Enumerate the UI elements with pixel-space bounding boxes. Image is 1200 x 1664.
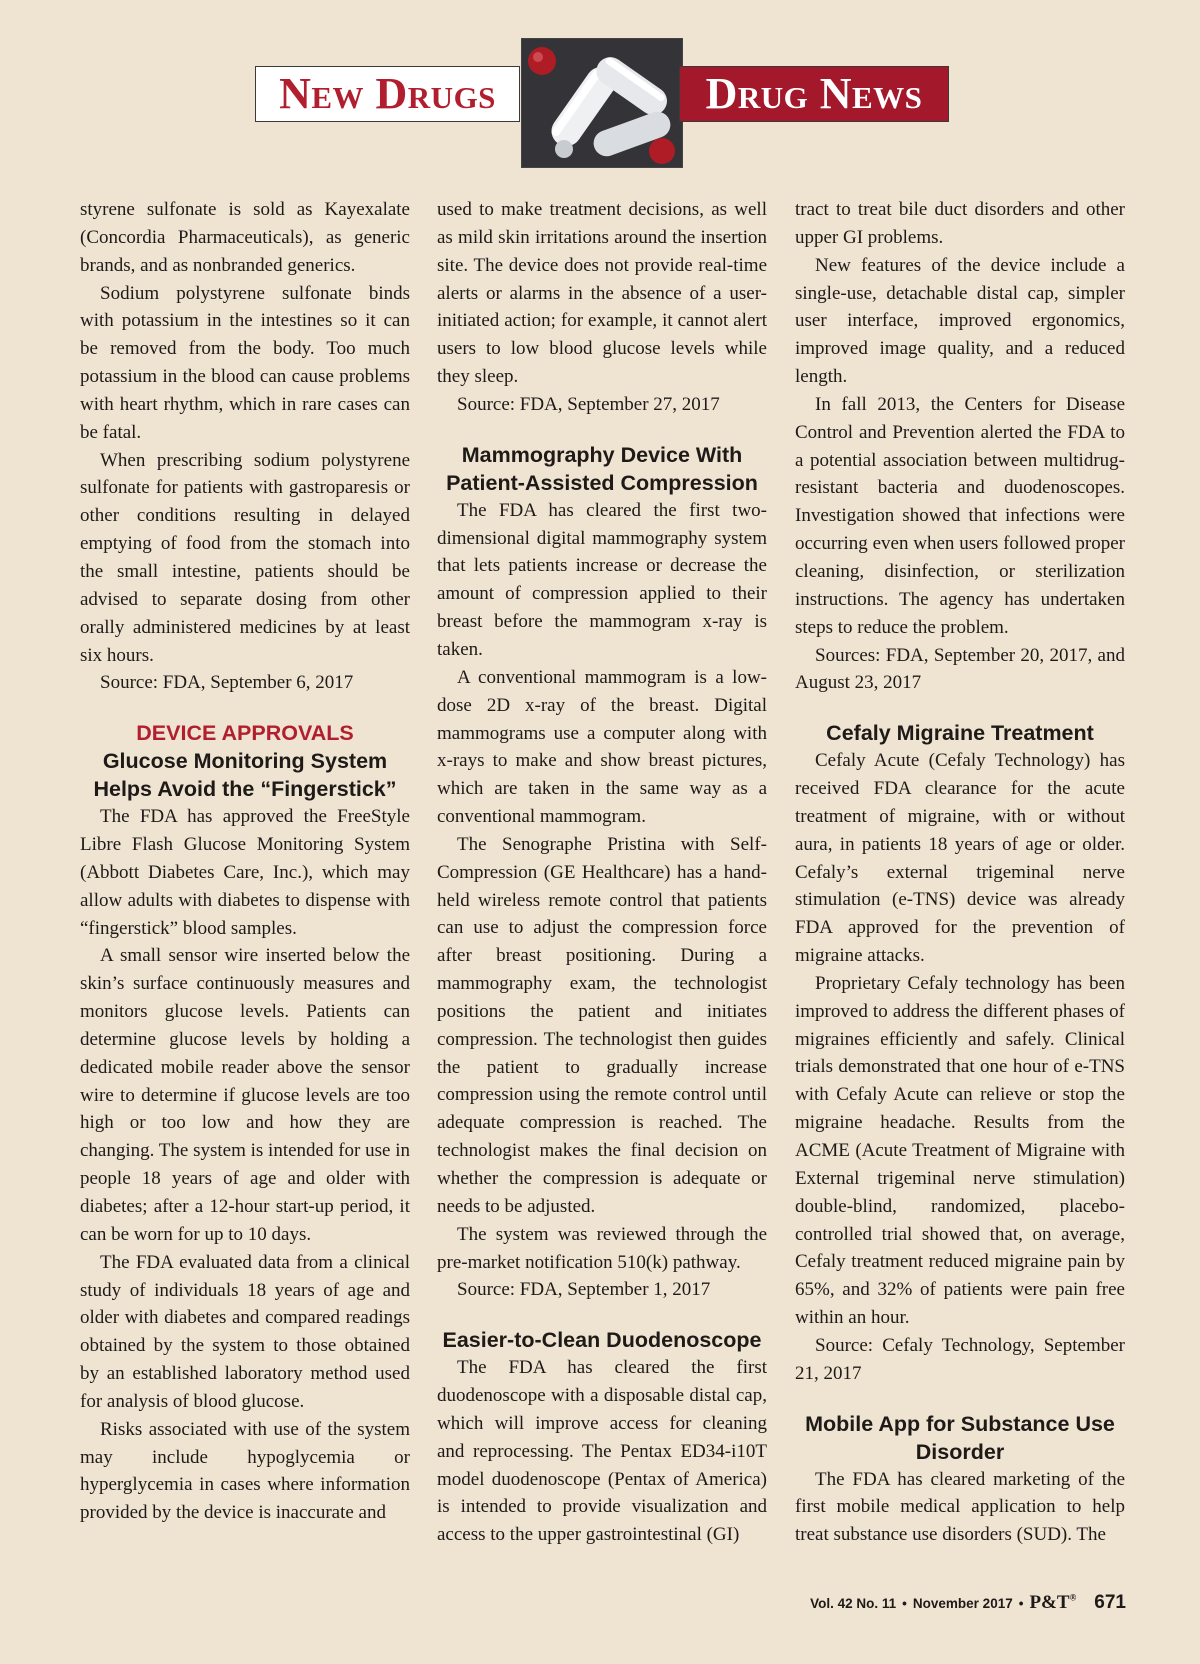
paragraph: Cefaly Acute (Cefaly Technology) has received FDA clearance for the acute treatment of migraine, with or without aura, in patients 18 years of age or older. Cefaly’s external trigeminal nerve stimulation (e-TNS) device was already FDA approved for the prevention of migraine attacks. — [795, 750, 1125, 967]
page-footer — [810, 1592, 1126, 1614]
source-line: Source: Cefaly Technology, September 21, 2017 — [795, 1334, 1125, 1384]
page-number: 671 — [1094, 1592, 1126, 1613]
registered-mark: ® — [1069, 1592, 1077, 1603]
drug-news-title: Drug News — [705, 69, 923, 118]
article-heading: Mobile App for Substance Use Disorder — [805, 1411, 1115, 1464]
article-heading: Glucose Monitoring System Helps Avoid the “Fingerstick” — [93, 749, 397, 802]
column-2 — [437, 196, 767, 1549]
source-line: Sources: FDA, September 20, 2017, and August 23, 2017 — [795, 644, 1125, 694]
journal-title: P&T — [1029, 1592, 1070, 1613]
paragraph: The Senographe Pristina with Self-Compression (GE Healthcare) has a hand-held wireless remote control that patients can use to adjust the compression force after breast positioning. During a mammography exam, the technologist positions the patient and initiates compression. The technologist then guides the patient to gradually increase compression using the remote control until adequate compression is reached. The technologist makes the final decision on whether the compression is adequate or needs to be adjusted. — [437, 833, 767, 1217]
paragraph: Risks associated with use of the system may include hypoglycemia or hyperglycemia in cases where information provided by the device is inaccurate and — [80, 1418, 410, 1524]
section-spacer — [437, 1304, 767, 1326]
column-1 — [80, 196, 410, 1527]
footer-separator: • — [1018, 1596, 1024, 1611]
article-heading: Easier-to-Clean Duodenoscope — [442, 1328, 762, 1353]
section-spacer — [437, 419, 767, 441]
paragraph: A small sensor wire inserted below the skin’s surface continuously measures and monitors glucose levels. Patients can determine glucose levels by holding a dedicated mobile reader above the sensor wire to determine if glucose levels are too high or too low and how they are changing. The system is intended for use in people 18 years of age and older with diabetes; after a 12-hour start-up period, it can be worn for up to 10 days. — [80, 945, 410, 1245]
footer-separator: • — [902, 1596, 907, 1611]
new-drugs-label-box — [255, 66, 520, 122]
paragraph: The FDA has cleared the first two-dimensional digital mammography system that lets patients increase or decrease the amount of compression applied to their breast before the mammogram x-ray is taken. — [437, 499, 767, 660]
article-heading: Cefaly Migraine Treatment — [826, 721, 1094, 746]
paragraph: New features of the device include a single-use, detachable distal cap, simpler user interface, improved ergonomics, improved image quality, and a reduced length. — [795, 254, 1125, 388]
paragraph: The FDA has cleared the first duodenoscope with a disposable distal cap, which will improve access for cleaning and reprocessing. The Pentax ED34-i10T model duodenoscope (Pentax of America) is intended to provide visualization and access to the upper gastrointestinal (GI) — [437, 1357, 767, 1546]
footer-date: November 2017 — [912, 1596, 1013, 1611]
new-drugs-title: New Drugs — [279, 69, 496, 118]
journal-name — [1029, 1592, 1076, 1614]
paragraph: A conventional mammogram is a low-dose 2D x-ray of the breast. Digital mammograms use a computer along with x-rays to make and show breast pictures, which are taken in the same way as a conventional mammogram. — [437, 666, 767, 828]
paragraph: The FDA evaluated data from a clinical study of individuals 18 years of age and older with diabetes and compared readings obtained by the system to those obtained by an established laboratory method used for analysis of blood glucose. — [80, 1251, 410, 1412]
paragraph: Sodium polystyrene sulfonate binds with potassium in the intestines so it can be removed from the body. Too much potassium in the blood can cause problems with heart rhythm, which in rare cases can be fatal. — [80, 282, 410, 443]
paragraph: The FDA has cleared marketing of the first mobile medical application to help treat substance use disorders (SUD). The — [795, 1468, 1125, 1546]
pills-photo-icon — [521, 38, 683, 168]
paragraph: In fall 2013, the Centers for Disease Control and Prevention alerted the FDA to a potential association between multidrug-resistant bacteria and duodenoscopes. Investigation showed that infections were occurring even when users followed proper cleaning, disinfection, or sterilization instructions. The agency has undertaken steps to reduce the problem. — [795, 393, 1125, 638]
article-heading: Mammography Device With Patient-Assisted Compression — [446, 442, 758, 495]
paragraph: styrene sulfonate is sold as Kayexalate (Concordia Pharmaceuticals), as generic brands, and as nonbranded generics. — [80, 199, 410, 276]
section-spacer — [80, 697, 410, 719]
section-spacer — [795, 697, 1125, 719]
section-spacer — [795, 1388, 1125, 1410]
source-line: Source: FDA, September 1, 2017 — [457, 1279, 711, 1301]
source-line: Source: FDA, September 27, 2017 — [457, 393, 720, 415]
paragraph: The system was reviewed through the pre-market notification 510(k) pathway. — [437, 1223, 767, 1273]
footer-volume: Vol. 42 No. 11 — [810, 1596, 897, 1611]
section-banner — [255, 38, 949, 168]
paragraph: tract to treat bile duct disorders and other upper GI problems. — [795, 199, 1125, 248]
drug-news-label-box — [679, 66, 949, 122]
section-label: DEVICE APPROVALS — [136, 721, 354, 746]
paragraph: When prescribing sodium polystyrene sulfonate for patients with gastroparesis or other conditions resulting in delayed emptying of food from the stomach into the small intestine, patients should be advised to separate dosing from other orally administered medicines by at least six hours. — [80, 449, 410, 666]
paragraph: Proprietary Cefaly technology has been improved to address the different phases of migraines efficiently and safely. Clinical trials demonstrated that one hour of e-TNS with Cefaly Acute can relieve or stop the migraine headache. Results from the ACME (Acute Treatment of Migraine with External trigeminal nerve stimulation) double-blind, randomized, placebo-controlled trial showed that, on average, Cefaly treatment reduced migraine pain by 65%, and 32% of patients were pain free within an hour. — [795, 972, 1125, 1329]
paragraph: The FDA has approved the FreeStyle Libre Flash Glucose Monitoring System (Abbott Diabetes Care, Inc.), which may allow adults with diabetes to dispense with “fingerstick” blood samples. — [80, 806, 410, 939]
column-3 — [795, 196, 1125, 1549]
source-line: Source: FDA, September 6, 2017 — [100, 672, 354, 694]
paragraph: used to make treatment decisions, as well as mild skin irritations around the insertion site. The device does not provide real-time alerts or alarms in the absence of a user-initiated action; for example, it cannot alert users to low blood glucose levels while they sleep. — [437, 199, 767, 388]
